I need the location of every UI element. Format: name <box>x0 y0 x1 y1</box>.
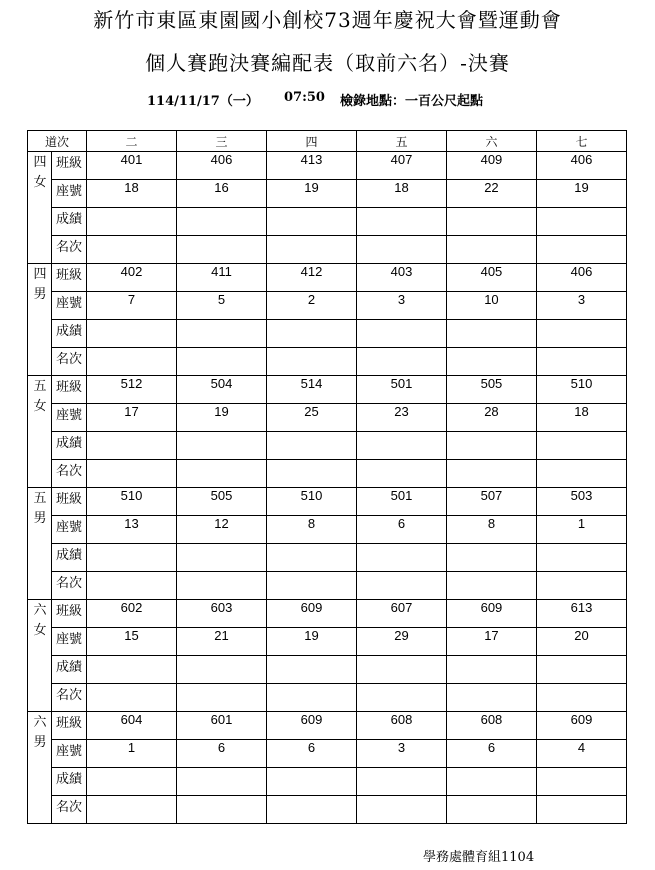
class-cell: 514 <box>266 376 356 404</box>
score-cell <box>536 320 626 348</box>
score-cell <box>446 768 536 796</box>
rank-cell <box>177 460 267 488</box>
table-row <box>28 236 627 264</box>
rank-cell <box>446 460 536 488</box>
seat-cell: 6 <box>446 740 536 768</box>
seat-cell: 19 <box>177 404 267 432</box>
rank-cell <box>536 460 626 488</box>
score-cell <box>356 432 446 460</box>
row-label: 成績 <box>52 320 87 348</box>
score-cell <box>446 208 536 236</box>
class-cell: 501 <box>356 488 446 516</box>
rank-cell <box>446 348 536 376</box>
table-row <box>28 740 627 768</box>
seat-cell: 16 <box>177 180 267 208</box>
rank-cell <box>177 796 267 824</box>
seat-cell: 1 <box>87 740 177 768</box>
class-cell: 413 <box>266 152 356 180</box>
table-row <box>28 572 627 600</box>
class-cell: 510 <box>536 376 626 404</box>
table-row <box>28 544 627 572</box>
score-cell <box>536 768 626 796</box>
rank-cell <box>87 348 177 376</box>
rank-cell <box>536 684 626 712</box>
class-cell: 505 <box>177 488 267 516</box>
score-cell <box>87 320 177 348</box>
row-label: 名次 <box>52 236 87 264</box>
table-row <box>28 600 627 628</box>
check-in-location: 檢錄地點：一百公尺起點 <box>340 94 484 109</box>
class-cell: 608 <box>356 712 446 740</box>
row-label: 名次 <box>52 460 87 488</box>
lane-assignment-table <box>27 130 627 824</box>
score-cell <box>266 208 356 236</box>
seat-cell: 10 <box>446 292 536 320</box>
score-cell <box>536 432 626 460</box>
class-cell: 406 <box>177 152 267 180</box>
class-cell: 409 <box>446 152 536 180</box>
seat-cell: 19 <box>536 180 626 208</box>
score-cell <box>87 656 177 684</box>
table-row <box>28 320 627 348</box>
table-row <box>28 712 627 740</box>
seat-cell: 19 <box>266 180 356 208</box>
lane-header: 七 <box>536 131 626 152</box>
seat-cell: 15 <box>87 628 177 656</box>
seat-cell: 3 <box>356 740 446 768</box>
class-cell: 603 <box>177 600 267 628</box>
seat-cell: 18 <box>536 404 626 432</box>
seat-cell: 7 <box>87 292 177 320</box>
class-cell: 604 <box>87 712 177 740</box>
score-cell <box>536 656 626 684</box>
table-row <box>28 684 627 712</box>
group-name: 四女 <box>33 154 47 189</box>
rank-cell <box>87 684 177 712</box>
row-label: 班級 <box>52 488 87 516</box>
score-cell <box>177 432 267 460</box>
lane-header: 六 <box>446 131 536 152</box>
table-row <box>28 180 627 208</box>
row-label: 名次 <box>52 684 87 712</box>
row-label: 座號 <box>52 516 87 544</box>
rank-cell <box>266 236 356 264</box>
score-cell <box>177 656 267 684</box>
group-label <box>28 376 52 488</box>
score-cell <box>356 768 446 796</box>
score-cell <box>87 432 177 460</box>
score-cell <box>177 208 267 236</box>
class-cell: 613 <box>536 600 626 628</box>
score-cell <box>356 544 446 572</box>
table-row <box>28 208 627 236</box>
score-cell <box>266 768 356 796</box>
seat-cell: 23 <box>356 404 446 432</box>
row-label: 班級 <box>52 376 87 404</box>
rank-cell <box>177 236 267 264</box>
class-cell: 407 <box>356 152 446 180</box>
score-cell <box>177 768 267 796</box>
seat-cell: 25 <box>266 404 356 432</box>
row-label: 班級 <box>52 264 87 292</box>
rank-cell <box>87 796 177 824</box>
rank-cell <box>446 572 536 600</box>
seat-cell: 29 <box>356 628 446 656</box>
row-label: 成績 <box>52 768 87 796</box>
class-cell: 412 <box>266 264 356 292</box>
rank-cell <box>87 460 177 488</box>
table-row <box>28 348 627 376</box>
event-time: 07:50 <box>284 90 325 105</box>
group-name: 五女 <box>33 378 47 413</box>
rank-cell <box>536 572 626 600</box>
score-cell <box>446 432 536 460</box>
seat-cell: 21 <box>177 628 267 656</box>
rank-cell <box>87 236 177 264</box>
score-cell <box>266 656 356 684</box>
score-cell <box>446 320 536 348</box>
seat-cell: 18 <box>356 180 446 208</box>
seat-cell: 28 <box>446 404 536 432</box>
group-name: 六男 <box>33 714 47 749</box>
class-cell: 507 <box>446 488 536 516</box>
class-cell: 512 <box>87 376 177 404</box>
table-row <box>28 292 627 320</box>
seat-cell: 4 <box>536 740 626 768</box>
event-date: 114/11/17（一） <box>147 94 259 109</box>
class-cell: 505 <box>446 376 536 404</box>
class-cell: 504 <box>177 376 267 404</box>
seat-cell: 17 <box>87 404 177 432</box>
seat-cell: 3 <box>536 292 626 320</box>
class-cell: 609 <box>536 712 626 740</box>
seat-cell: 6 <box>356 516 446 544</box>
table-row <box>28 768 627 796</box>
class-cell: 510 <box>266 488 356 516</box>
score-cell <box>356 208 446 236</box>
seat-cell: 12 <box>177 516 267 544</box>
class-cell: 608 <box>446 712 536 740</box>
row-label: 班級 <box>52 600 87 628</box>
seat-cell: 8 <box>446 516 536 544</box>
class-cell: 501 <box>356 376 446 404</box>
rank-cell <box>536 796 626 824</box>
row-label: 班級 <box>52 712 87 740</box>
row-label: 座號 <box>52 404 87 432</box>
class-cell: 406 <box>536 152 626 180</box>
seat-cell: 5 <box>177 292 267 320</box>
table-row <box>28 628 627 656</box>
class-cell: 609 <box>266 712 356 740</box>
lane-header: 五 <box>356 131 446 152</box>
group-label <box>28 600 52 712</box>
row-label: 座號 <box>52 292 87 320</box>
score-cell <box>87 544 177 572</box>
rank-cell <box>266 460 356 488</box>
seat-cell: 22 <box>446 180 536 208</box>
class-cell: 609 <box>446 600 536 628</box>
seat-cell: 17 <box>446 628 536 656</box>
footer-note: 學務處體育組1104 <box>423 850 535 865</box>
lane-header-row <box>28 131 627 152</box>
row-label: 座號 <box>52 740 87 768</box>
group-label <box>28 264 52 376</box>
rank-cell <box>356 236 446 264</box>
score-cell <box>177 320 267 348</box>
table-row <box>28 404 627 432</box>
rank-cell <box>356 796 446 824</box>
class-cell: 411 <box>177 264 267 292</box>
class-cell: 602 <box>87 600 177 628</box>
rank-cell <box>266 684 356 712</box>
score-cell <box>446 544 536 572</box>
rank-cell <box>356 572 446 600</box>
table-row <box>28 460 627 488</box>
table-row <box>28 152 627 180</box>
class-cell: 601 <box>177 712 267 740</box>
lane-header: 二 <box>87 131 177 152</box>
seat-cell: 3 <box>356 292 446 320</box>
rank-cell <box>536 348 626 376</box>
seat-cell: 8 <box>266 516 356 544</box>
lane-header: 三 <box>177 131 267 152</box>
group-name: 五男 <box>33 490 47 525</box>
row-label: 成績 <box>52 544 87 572</box>
class-cell: 406 <box>536 264 626 292</box>
page-title: 新竹市東區東園國小創校73週年慶祝大會暨運動會 <box>93 8 562 32</box>
class-cell: 607 <box>356 600 446 628</box>
rank-cell <box>266 572 356 600</box>
table-row <box>28 796 627 824</box>
row-label: 成績 <box>52 208 87 236</box>
rank-cell <box>87 572 177 600</box>
score-cell <box>177 544 267 572</box>
table-row <box>28 432 627 460</box>
score-cell <box>266 544 356 572</box>
rank-cell <box>446 684 536 712</box>
class-cell: 510 <box>87 488 177 516</box>
row-label: 班級 <box>52 152 87 180</box>
group-label <box>28 152 52 264</box>
seat-cell: 13 <box>87 516 177 544</box>
class-cell: 401 <box>87 152 177 180</box>
score-cell <box>266 320 356 348</box>
group-label <box>28 712 52 824</box>
rank-cell <box>266 796 356 824</box>
score-cell <box>446 656 536 684</box>
group-name: 四男 <box>33 266 47 301</box>
row-label: 成績 <box>52 656 87 684</box>
table-row <box>28 488 627 516</box>
table-row <box>28 516 627 544</box>
score-cell <box>87 208 177 236</box>
rank-cell <box>266 348 356 376</box>
score-cell <box>266 432 356 460</box>
seat-cell: 6 <box>266 740 356 768</box>
page-subtitle: 個人賽跑決賽編配表（取前六名）-決賽 <box>145 51 510 75</box>
rank-cell <box>177 348 267 376</box>
row-label: 名次 <box>52 796 87 824</box>
class-cell: 402 <box>87 264 177 292</box>
score-cell <box>356 656 446 684</box>
rank-cell <box>177 572 267 600</box>
seat-cell: 1 <box>536 516 626 544</box>
table-row <box>28 376 627 404</box>
class-cell: 403 <box>356 264 446 292</box>
class-cell: 503 <box>536 488 626 516</box>
seat-cell: 20 <box>536 628 626 656</box>
class-cell: 405 <box>446 264 536 292</box>
rank-cell <box>356 348 446 376</box>
score-cell <box>87 768 177 796</box>
rank-cell <box>177 684 267 712</box>
rank-cell <box>446 796 536 824</box>
rank-cell <box>536 236 626 264</box>
score-cell <box>536 544 626 572</box>
lane-header: 四 <box>266 131 356 152</box>
row-label: 名次 <box>52 348 87 376</box>
rank-cell <box>446 236 536 264</box>
seat-cell: 19 <box>266 628 356 656</box>
row-label: 座號 <box>52 628 87 656</box>
row-label: 座號 <box>52 180 87 208</box>
class-cell: 609 <box>266 600 356 628</box>
lane-corner-label: 道次 <box>28 131 87 152</box>
seat-cell: 18 <box>87 180 177 208</box>
seat-cell: 2 <box>266 292 356 320</box>
score-cell <box>356 320 446 348</box>
score-cell <box>536 208 626 236</box>
rank-cell <box>356 460 446 488</box>
seat-cell: 6 <box>177 740 267 768</box>
row-label: 成績 <box>52 432 87 460</box>
rank-cell <box>356 684 446 712</box>
table-row <box>28 264 627 292</box>
row-label: 名次 <box>52 572 87 600</box>
group-name: 六女 <box>33 602 47 637</box>
table-row <box>28 656 627 684</box>
group-label <box>28 488 52 600</box>
